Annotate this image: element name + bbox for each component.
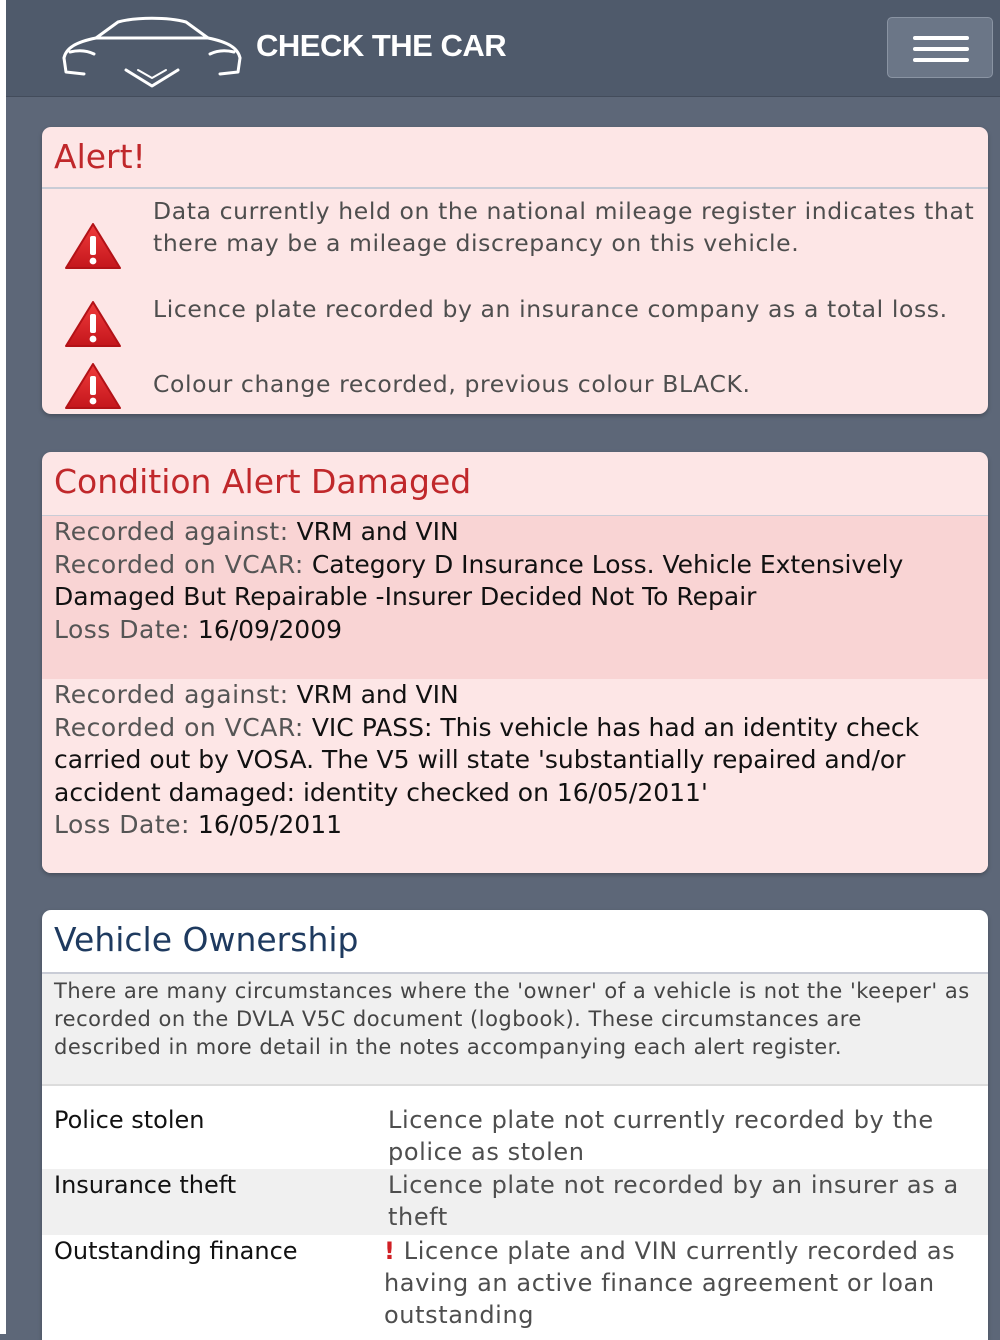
vehicle-ownership-panel	[42, 910, 988, 1340]
ownership-row-text: Licence plate not currently recorded by the police as stolen	[388, 1106, 934, 1166]
alert-item	[42, 192, 988, 290]
hamburger-line	[913, 47, 969, 51]
warning-icon	[64, 300, 122, 350]
page-left-edge	[0, 0, 6, 1334]
loss-date-label: Loss Date:	[54, 810, 190, 839]
loss-date-value: 16/05/2011	[197, 810, 343, 839]
recorded-against-value: VRM and VIN	[296, 517, 459, 546]
vcar-label: Recorded on VCAR:	[54, 712, 304, 742]
warning-icon	[64, 222, 122, 272]
ownership-row-label: Police stolen	[54, 1106, 205, 1134]
ownership-row	[42, 1104, 988, 1169]
brand-title[interactable]: CHECK THE CAR	[256, 28, 507, 63]
vcar-value: Category D Insurance Loss. Vehicle Extensively Damaged But Repairable -Insurer Decided Not To Repair	[54, 549, 904, 611]
vehicle-ownership-title: Vehicle Ownership	[42, 910, 988, 974]
navbar	[6, 0, 1000, 97]
alert-panel	[42, 127, 988, 414]
ownership-description: There are many circumstances where the 'owner' of a vehicle is not the 'keeper' as recorded on the DVLA V5C document (logbook). These circumstances are described in more detail in the notes accompanying each alert register.	[42, 974, 988, 1086]
alert-text: Colour change recorded, previous colour BLACK.	[153, 370, 751, 398]
hamburger-menu-icon	[913, 36, 969, 40]
warning-icon	[64, 362, 122, 412]
loss-date-value: 16/09/2009	[197, 614, 343, 644]
alert-item	[42, 290, 988, 356]
ownership-row	[42, 1169, 988, 1235]
alert-flag: !	[384, 1237, 396, 1265]
ownership-row-value	[384, 1235, 982, 1331]
alert-title: Alert!	[42, 127, 988, 189]
recorded-against-label: Recorded against:	[54, 680, 289, 709]
ownership-row-label: Insurance theft	[54, 1171, 237, 1199]
vcar-label: Recorded on VCAR:	[54, 549, 304, 579]
hamburger-line	[913, 58, 969, 62]
alert-item	[42, 356, 988, 412]
recorded-against-value: VRM and VIN	[296, 680, 459, 709]
vcar-value: VIC PASS: This vehicle has had an identity check carried out by VOSA. The V5 will state 'substantially repaired and/or accident damaged: identity checked on 16/05/2011'	[54, 712, 920, 807]
ownership-row-text: Licence plate and VIN currently recorded as having an active finance agreement or loan outstanding	[384, 1237, 956, 1329]
condition-alert-title: Condition Alert Damaged	[42, 452, 988, 517]
ownership-row-label: Outstanding finance	[54, 1237, 298, 1265]
menu-button[interactable]	[887, 17, 993, 78]
condition-record	[42, 679, 988, 873]
loss-date-label: Loss Date:	[54, 614, 190, 644]
recorded-against-label: Recorded against:	[54, 517, 289, 546]
ownership-row-text: Licence plate not recorded by an insurer as a theft	[388, 1171, 959, 1231]
car-logo-icon[interactable]	[56, 14, 246, 88]
alert-text: Data currently held on the national mileage register indicates that there may be a mileage discrepancy on this vehicle.	[153, 197, 975, 257]
condition-record	[42, 516, 988, 679]
ownership-row-value	[388, 1169, 982, 1233]
alert-text: Licence plate recorded by an insurance company as a total loss.	[153, 295, 948, 323]
ownership-row-value	[388, 1104, 982, 1168]
condition-alert-panel	[42, 452, 988, 873]
ownership-row	[42, 1235, 988, 1340]
